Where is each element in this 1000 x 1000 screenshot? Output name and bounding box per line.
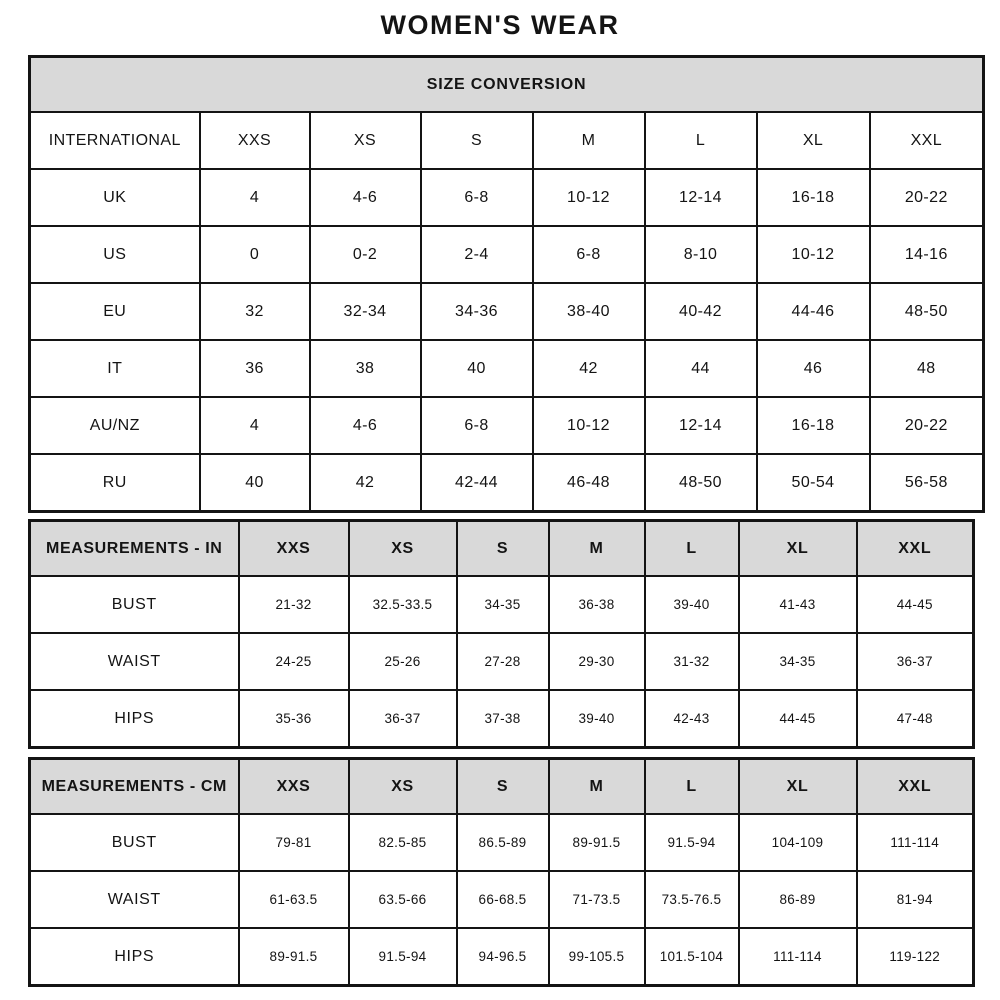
column-header-size: L [645,521,739,577]
measurements-in-title: MEASUREMENTS - IN [30,521,239,577]
measurement-value-cell: 36-38 [549,576,645,633]
size-value-cell: 48-50 [870,283,984,340]
page-title: WOMEN'S WEAR [380,10,620,40]
column-header-size: L [645,112,757,169]
size-value-cell: 48-50 [645,454,757,512]
measurements-cm-body [30,759,974,986]
column-header-size: M [549,759,645,815]
measurement-value-cell: 111-114 [857,814,974,871]
size-value-cell: 4-6 [310,169,421,226]
measurement-value-cell: 44-45 [739,690,857,748]
measurement-value-cell: 31-32 [645,633,739,690]
table-row [30,928,974,986]
measurement-value-cell: 71-73.5 [549,871,645,928]
size-value-cell: 32-34 [310,283,421,340]
size-value-cell: 20-22 [870,397,984,454]
size-conversion-title: SIZE CONVERSION [30,57,984,113]
column-header-size: XL [739,759,857,815]
size-value-cell: 40 [421,340,533,397]
measurement-value-cell: 63.5-66 [349,871,457,928]
table-row [30,633,974,690]
column-header-size: XXL [870,112,984,169]
column-header-size: XXS [239,759,349,815]
table-row [30,521,974,577]
measurement-value-cell: 25-26 [349,633,457,690]
column-header-size: L [645,759,739,815]
table-row [30,759,974,815]
region-label: US [30,226,200,283]
measurement-value-cell: 73.5-76.5 [645,871,739,928]
measurement-value-cell: 41-43 [739,576,857,633]
measurement-value-cell: 119-122 [857,928,974,986]
size-value-cell: 38 [310,340,421,397]
size-value-cell: 40-42 [645,283,757,340]
column-header-size: M [533,112,645,169]
column-header-size: XXS [239,521,349,577]
column-header-size: XL [757,112,870,169]
column-header-size: XS [310,112,421,169]
measurement-value-cell: 29-30 [549,633,645,690]
measurement-label: BUST [30,814,239,871]
measurement-value-cell: 104-109 [739,814,857,871]
size-value-cell: 8-10 [645,226,757,283]
region-label: AU/NZ [30,397,200,454]
measurement-value-cell: 47-48 [857,690,974,748]
measurement-label: HIPS [30,690,239,748]
measurement-value-cell: 39-40 [549,690,645,748]
size-value-cell: 4 [200,169,310,226]
measurement-value-cell: 86.5-89 [457,814,549,871]
size-value-cell: 46 [757,340,870,397]
measurement-label: HIPS [30,928,239,986]
region-label: EU [30,283,200,340]
size-value-cell: 56-58 [870,454,984,512]
size-value-cell: 4 [200,397,310,454]
size-value-cell: 12-14 [645,169,757,226]
size-value-cell: 50-54 [757,454,870,512]
size-value-cell: 36 [200,340,310,397]
measurement-value-cell: 91.5-94 [349,928,457,986]
size-value-cell: 38-40 [533,283,645,340]
size-value-cell: 0-2 [310,226,421,283]
table-row [30,283,984,340]
column-header-international: INTERNATIONAL [30,112,200,169]
table-row [30,814,974,871]
measurement-value-cell: 79-81 [239,814,349,871]
size-value-cell: 10-12 [533,397,645,454]
size-value-cell: 40 [200,454,310,512]
column-header-size: XS [349,759,457,815]
table-row [30,57,984,113]
size-value-cell: 42 [310,454,421,512]
measurements-in-body [30,521,974,748]
measurement-value-cell: 89-91.5 [549,814,645,871]
measurements-in-table [28,519,975,749]
size-value-cell: 34-36 [421,283,533,340]
measurement-value-cell: 111-114 [739,928,857,986]
size-value-cell: 12-14 [645,397,757,454]
size-value-cell: 4-6 [310,397,421,454]
table-row [30,340,984,397]
column-header-size: S [457,759,549,815]
size-value-cell: 10-12 [757,226,870,283]
size-value-cell: 2-4 [421,226,533,283]
size-value-cell: 20-22 [870,169,984,226]
region-label: IT [30,340,200,397]
measurement-value-cell: 44-45 [857,576,974,633]
table-row [30,397,984,454]
measurement-value-cell: 101.5-104 [645,928,739,986]
measurement-value-cell: 32.5-33.5 [349,576,457,633]
size-value-cell: 14-16 [870,226,984,283]
size-value-cell: 42-44 [421,454,533,512]
size-value-cell: 42 [533,340,645,397]
size-value-cell: 6-8 [533,226,645,283]
measurement-value-cell: 34-35 [457,576,549,633]
table-row [30,454,984,512]
size-value-cell: 10-12 [533,169,645,226]
measurement-label: WAIST [30,633,239,690]
size-conversion-table [28,55,985,513]
size-value-cell: 46-48 [533,454,645,512]
measurement-value-cell: 91.5-94 [645,814,739,871]
measurement-value-cell: 36-37 [857,633,974,690]
measurement-value-cell: 37-38 [457,690,549,748]
size-value-cell: 6-8 [421,397,533,454]
measurement-value-cell: 35-36 [239,690,349,748]
table-row [30,690,974,748]
size-value-cell: 44-46 [757,283,870,340]
size-value-cell: 6-8 [421,169,533,226]
table-row [30,576,974,633]
measurement-value-cell: 94-96.5 [457,928,549,986]
table-row [30,169,984,226]
column-header-size: S [421,112,533,169]
measurement-value-cell: 39-40 [645,576,739,633]
measurement-value-cell: 34-35 [739,633,857,690]
table-row [30,226,984,283]
size-value-cell: 48 [870,340,984,397]
size-value-cell: 16-18 [757,169,870,226]
measurement-value-cell: 27-28 [457,633,549,690]
size-value-cell: 32 [200,283,310,340]
measurement-value-cell: 89-91.5 [239,928,349,986]
column-header-size: S [457,521,549,577]
table-row [30,112,984,169]
measurement-value-cell: 21-32 [239,576,349,633]
column-header-size: XXS [200,112,310,169]
measurement-value-cell: 36-37 [349,690,457,748]
size-conversion-body [30,57,984,512]
measurements-cm-title: MEASUREMENTS - CM [30,759,239,815]
measurement-value-cell: 99-105.5 [549,928,645,986]
measurement-value-cell: 66-68.5 [457,871,549,928]
measurement-label: BUST [30,576,239,633]
size-value-cell: 44 [645,340,757,397]
measurement-label: WAIST [30,871,239,928]
region-label: UK [30,169,200,226]
size-value-cell: 0 [200,226,310,283]
measurement-value-cell: 42-43 [645,690,739,748]
measurements-cm-table [28,757,975,987]
table-row [30,871,974,928]
size-value-cell: 16-18 [757,397,870,454]
measurement-value-cell: 24-25 [239,633,349,690]
region-label: RU [30,454,200,512]
measurement-value-cell: 81-94 [857,871,974,928]
measurement-value-cell: 82.5-85 [349,814,457,871]
column-header-size: XXL [857,521,974,577]
measurement-value-cell: 86-89 [739,871,857,928]
column-header-size: XXL [857,759,974,815]
column-header-size: XS [349,521,457,577]
column-header-size: XL [739,521,857,577]
measurement-value-cell: 61-63.5 [239,871,349,928]
column-header-size: M [549,521,645,577]
